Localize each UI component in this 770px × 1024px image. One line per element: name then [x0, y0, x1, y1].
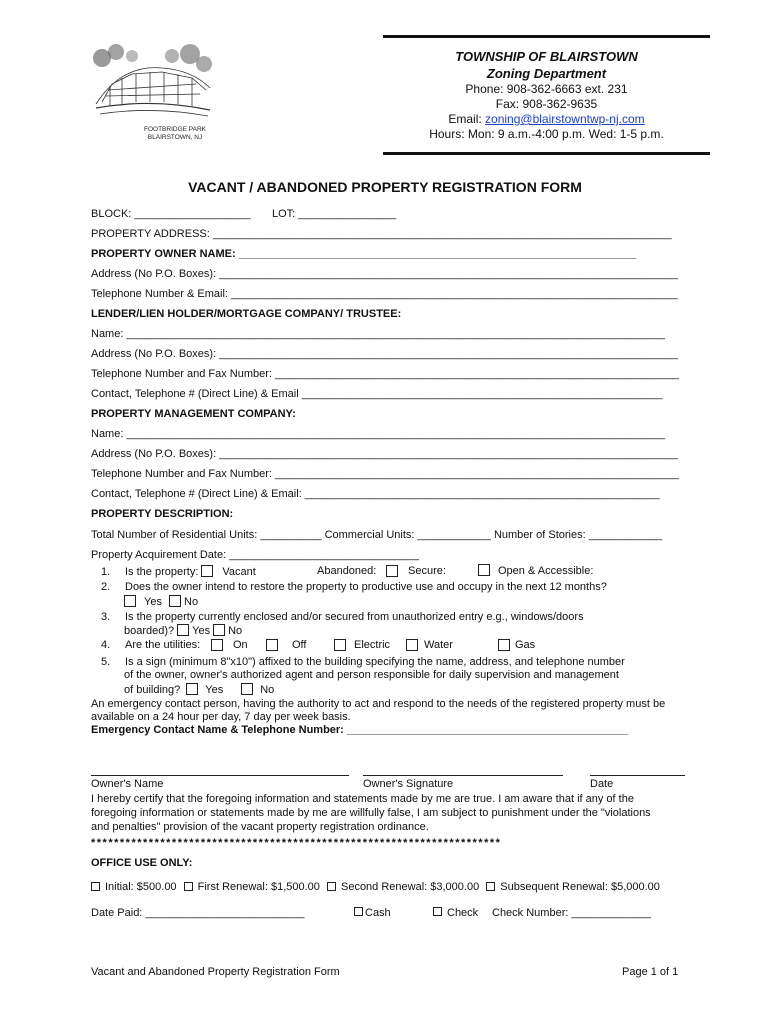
- subsequent-renewal-label: Subsequent Renewal: $5,000.00: [500, 881, 660, 893]
- question-3: [101, 611, 584, 623]
- question-1: [101, 565, 256, 578]
- q2-number: 2.: [101, 581, 111, 593]
- electric-checkbox[interactable]: [334, 639, 346, 651]
- first-renewal-label: First Renewal: $1,500.00: [197, 881, 320, 893]
- lender-contact-field[interactable]: Contact, Telephone # (Direct Line) & Email ___________________________________________________________: [91, 388, 663, 400]
- hours: Hours: Mon: 9 a.m.-4:00 p.m. Wed: 1-5 p.m.: [429, 127, 664, 141]
- q5-text-1: Is a sign (minimum 8"x10") affixed to the building specifying the name, address, and telephone number: [125, 656, 625, 668]
- q3-options: [124, 624, 242, 637]
- logo-caption-line2: BLAIRSTOWN, NJ: [147, 134, 203, 141]
- q5-no-checkbox[interactable]: [241, 683, 253, 695]
- dept-title: Zoning Department: [486, 66, 607, 81]
- q2-options: [124, 595, 198, 608]
- q3-text-1: Is the property currently enclosed and/or secured from unauthorized entry e.g., windows/doors: [125, 611, 584, 623]
- q1-number: 1.: [101, 566, 111, 578]
- owner-phone-email-field[interactable]: Telephone Number & Email: _________________________________________________________________________: [91, 288, 678, 300]
- mgmt-address-field[interactable]: Address (No P.O. Boxes): ___________________________________________________________________________: [91, 448, 679, 460]
- owner-name-field[interactable]: PROPERTY OWNER NAME: _________________________________________________________________: [91, 248, 637, 260]
- q2-no-label: No: [184, 596, 199, 608]
- star-divider: ***********************************************************************: [91, 837, 502, 849]
- question-2: [101, 581, 607, 593]
- lender-phone-fax-field[interactable]: Telephone Number and Fax Number: __________________________________________________________________: [91, 368, 679, 380]
- certify-line-2: foregoing information or statements made by me are willfully false, I am subject to punishment under the "violations: [91, 807, 651, 819]
- fax: Fax: 908-362-9635: [495, 97, 598, 111]
- township-logo: [92, 44, 214, 120]
- cash-checkbox[interactable]: [354, 907, 363, 916]
- secure-label: Secure:: [408, 565, 446, 577]
- q5-text-2: of the owner, owner's authorized agent and person responsible for daily supervision and management: [124, 669, 619, 681]
- abandoned-checkbox[interactable]: [386, 565, 398, 577]
- q5-yes-label: Yes: [205, 684, 224, 696]
- q5-options: [124, 683, 274, 696]
- office-use-heading: OFFICE USE ONLY:: [91, 857, 193, 869]
- mgmt-contact-field[interactable]: Contact, Telephone # (Direct Line) & Email: __________________________________________________________: [91, 488, 660, 500]
- q3-yes-checkbox[interactable]: [177, 624, 189, 636]
- header-bottom-rule: [383, 152, 710, 155]
- email-link[interactable]: zoning@blairstowntwp-nj.com: [485, 112, 645, 126]
- lot-field[interactable]: LOT: ________________: [272, 208, 397, 220]
- q3-no-label: No: [228, 625, 243, 637]
- subsequent-renewal-checkbox[interactable]: [486, 882, 495, 891]
- utility-off-checkbox[interactable]: [266, 639, 278, 651]
- description-heading: PROPERTY DESCRIPTION:: [91, 508, 234, 520]
- lender-heading: LENDER/LIEN HOLDER/MORTGAGE COMPANY/ TRUSTEE:: [91, 308, 402, 320]
- date-line[interactable]: [590, 775, 685, 776]
- secure-checkbox[interactable]: [478, 564, 490, 576]
- lender-address-field[interactable]: Address (No P.O. Boxes): ___________________________________________________________________________: [91, 348, 679, 360]
- mgmt-phone-fax-field[interactable]: Telephone Number and Fax Number: __________________________________________________________________: [91, 468, 679, 480]
- q2-yes-checkbox[interactable]: [124, 595, 136, 607]
- vacant-checkbox[interactable]: [201, 565, 213, 577]
- second-renewal-checkbox[interactable]: [327, 882, 336, 891]
- phone: Phone: 908-362-6663 ext. 231: [465, 82, 628, 96]
- mgmt-name-field[interactable]: Name: ________________________________________________________________________________________: [91, 428, 665, 440]
- q5-no-label: No: [260, 684, 275, 696]
- q2-yes-label: Yes: [144, 596, 162, 608]
- utility-on-checkbox[interactable]: [211, 639, 223, 651]
- owner-name-caption: Owner's Name: [91, 778, 164, 790]
- initial-fee-label: Initial: $500.00: [105, 881, 177, 893]
- footer-form-name: Vacant and Abandoned Property Registration Form: [91, 966, 340, 978]
- mgmt-heading: PROPERTY MANAGEMENT COMPANY:: [91, 408, 296, 420]
- owner-signature-caption: Owner's Signature: [363, 778, 454, 790]
- emergency-contact-field[interactable]: Emergency Contact Name & Telephone Number: ______________________________________________: [91, 724, 629, 736]
- owner-name-line[interactable]: [91, 775, 349, 776]
- owner-address-field[interactable]: Address (No P.O. Boxes): ___________________________________________________________________________: [91, 268, 679, 280]
- footbridge-illustration: [92, 44, 214, 120]
- emergency-text-1: An emergency contact person, having the authority to act and respond to the needs of the registered property must be: [91, 698, 666, 710]
- header-contact-block: [383, 48, 710, 142]
- q3-text-2: boarded)?: [124, 625, 175, 637]
- acquirement-date-field[interactable]: Property Acquirement Date: _______________________________: [91, 549, 419, 561]
- first-renewal-checkbox[interactable]: [184, 882, 193, 891]
- form-title: VACANT / ABANDONED PROPERTY REGISTRATION FORM: [188, 179, 582, 195]
- q5-yes-checkbox[interactable]: [186, 683, 198, 695]
- owner-signature-line[interactable]: [363, 775, 563, 776]
- question-4: [101, 639, 200, 651]
- q3-no-checkbox[interactable]: [213, 624, 225, 636]
- footer-page-number: Page 1 of 1: [622, 966, 679, 978]
- org-title: TOWNSHIP OF BLAIRSTOWN: [455, 49, 638, 64]
- email-line: [383, 112, 710, 127]
- water-label: Water: [424, 639, 453, 651]
- check-label: Check: [447, 907, 479, 919]
- water-checkbox[interactable]: [406, 639, 418, 651]
- utility-off-label: Off: [292, 639, 307, 651]
- emergency-text-2: available on a 24 hour per day, 7 day per week basis.: [91, 711, 351, 723]
- q5-number: 5.: [101, 656, 111, 668]
- initial-fee-checkbox[interactable]: [91, 882, 100, 891]
- certify-line-3: and penalties" provision of the vacant property registration ordinance.: [91, 821, 429, 833]
- cash-label: Cash: [365, 907, 391, 919]
- check-number-field[interactable]: Check Number: _____________: [492, 907, 652, 919]
- electric-label: Electric: [354, 639, 391, 651]
- abandoned-label: Abandoned:: [317, 565, 377, 577]
- q2-text: Does the owner intend to restore the property to productive use and occupy in the next 12 months?: [125, 581, 607, 593]
- fee-options: [91, 881, 660, 893]
- gas-label: Gas: [515, 639, 536, 651]
- q2-no-checkbox[interactable]: [169, 595, 181, 607]
- lender-name-field[interactable]: Name: ________________________________________________________________________________________: [91, 328, 665, 340]
- check-checkbox[interactable]: [433, 907, 442, 916]
- question-5: [101, 656, 625, 668]
- block-field[interactable]: BLOCK: ___________________: [91, 208, 251, 220]
- logo-caption-line1: FOOTBRIDGE PARK: [144, 126, 206, 133]
- header-top-rule: [383, 35, 710, 38]
- q5-text-3: of building?: [124, 684, 181, 696]
- email-label: Email:: [448, 112, 482, 126]
- gas-checkbox[interactable]: [498, 639, 510, 651]
- property-address-field[interactable]: PROPERTY ADDRESS: ___________________________________________________________________________: [91, 228, 672, 240]
- date-caption: Date: [590, 778, 614, 790]
- vacant-label: Vacant: [222, 566, 256, 578]
- q4-text: Are the utilities:: [125, 639, 201, 651]
- utility-on-label: On: [233, 639, 248, 651]
- q1-text: Is the property:: [125, 566, 199, 578]
- open-accessible-label: Open & Accessible:: [498, 565, 594, 577]
- q3-yes-label: Yes: [192, 625, 211, 637]
- q4-number: 4.: [101, 639, 111, 651]
- logo-caption: [130, 126, 220, 142]
- certify-line-1: I hereby certify that the foregoing information and statements made by me are true. I am aware that if any of the: [91, 793, 634, 805]
- q3-number: 3.: [101, 611, 111, 623]
- units-field[interactable]: Total Number of Residential Units: __________ Commercial Units: ____________ Number of Stories: ____________: [91, 529, 663, 541]
- date-paid-field[interactable]: Date Paid: __________________________: [91, 907, 305, 919]
- second-renewal-label: Second Renewal: $3,000.00: [340, 881, 480, 893]
